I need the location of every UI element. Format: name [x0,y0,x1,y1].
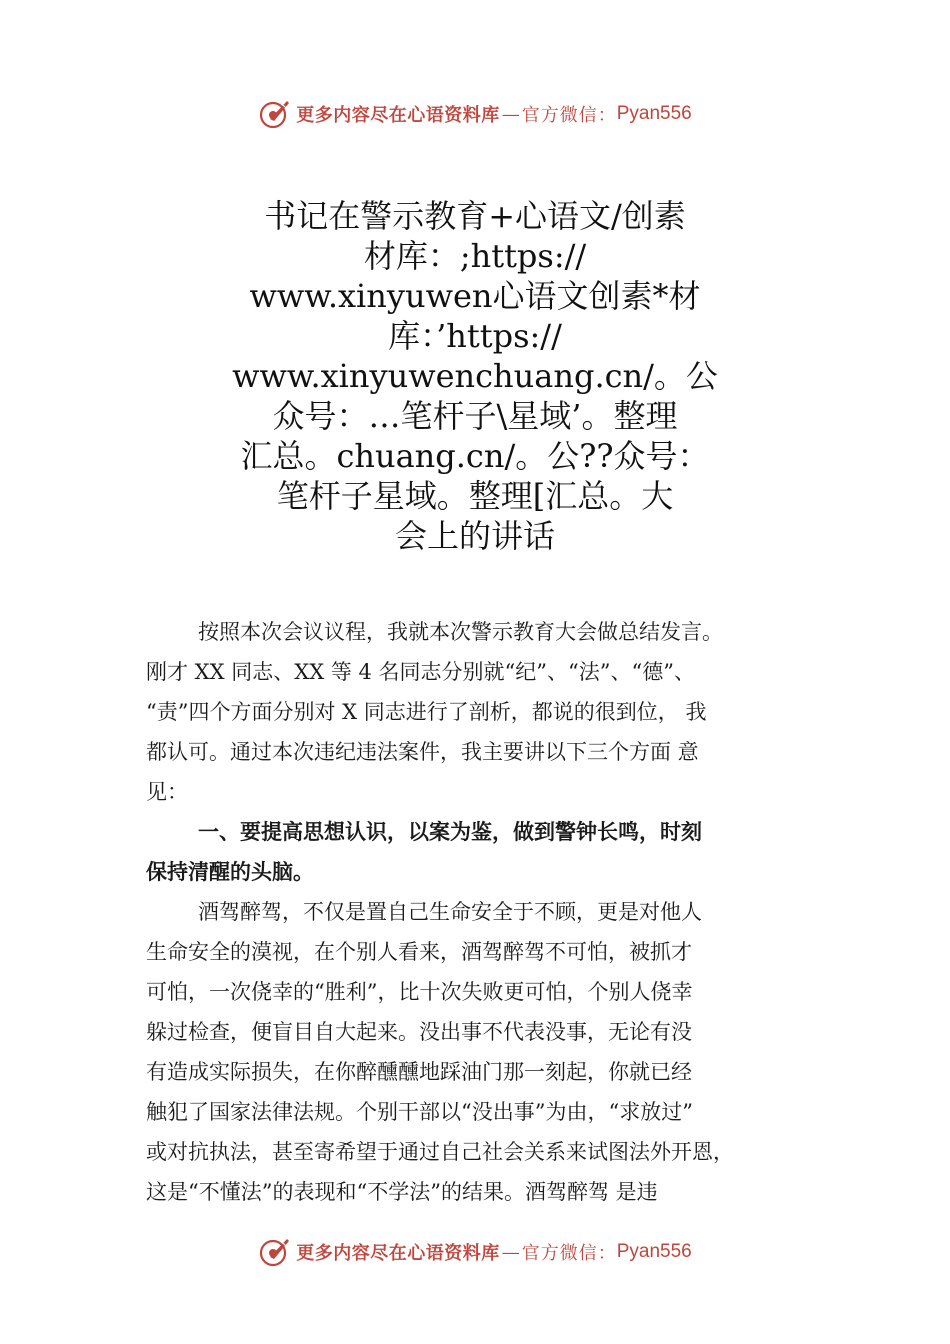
paragraph-line: 按照本次会议议程，我就本次警示教育大会做总结发言。 [198,620,723,644]
paragraph-line: 触犯了国家法律法规。个别干部以“没出事”为由，“求放过” [146,1100,693,1124]
footer-banner [0,1232,950,1272]
title-line: 会上的讲话 [394,517,555,555]
paragraph-line: 有造成实际损失，在你醉醺醺地踩油门那一刻起，你就已经 [146,1060,692,1084]
banner-account: Pyan556 [616,1241,692,1262]
paragraph-line: 可怕，一次侥幸的“胜利”，比十次失败更可怕，个别人侥幸 [146,980,693,1004]
heading-line: 保持清醒的头脑。 [146,860,314,884]
title-line: 材库：;https:// [363,237,587,275]
paragraph-line: 刚才 XX 同志、XX 等 4 名同志分别就“纪”、“法”、“德”、 [146,660,695,684]
paragraph-line: 见： [146,780,188,804]
banner-brand: 更多内容尽在心语资料库 [296,1243,500,1264]
paragraph-line: 躲过检查，便盲目自大起来。没出事不代表没事，无论有没 [146,1020,692,1044]
title-line: 库：’https:// [388,317,562,355]
paragraph-intro [146,612,822,812]
title-line: www.xinyuwenchuang.cn/。公 [232,357,718,395]
quill-pen-seal-icon [258,1235,292,1269]
paragraph-line: 酒驾醉驾，不仅是置自己生命安全于不顾，更是对他人 [198,900,702,924]
heading-line: 一、要提高思想认识，以案为鉴，做到警钟长鸣，时刻 [198,820,702,844]
title-line: 书记在警示教育+心语文/创素 [264,197,686,235]
banner-wechat-label: 官方微信： [521,1243,617,1264]
banner-separator: — [501,1241,520,1263]
header-banner [0,94,950,134]
quill-pen-seal-icon [258,97,292,131]
title-line: 众号：…笔杆子\星域’。整理 [272,397,678,435]
paragraph-line: 或对抗执法，甚至寄希望于通过自己社会关系来试图法外开恩， [146,1140,734,1164]
banner-brand: 更多内容尽在心语资料库 [296,105,500,126]
paragraph-line: 都认可。通过本次违纪违法案件，我主要讲以下三个方面 意 [146,740,699,764]
paragraph-line: 生命安全的漠视，在个别人看来，酒驾醉驾不可怕，被抓才 [146,940,692,964]
section-heading-1 [146,812,822,892]
banner-separator: — [501,103,520,125]
title-line: 笔杆子星域。整理[汇总。大 [276,477,674,515]
document-title [230,196,720,556]
document-body [146,612,822,1212]
banner-account: Pyan556 [616,103,692,124]
banner-wechat-label: 官方微信： [521,105,617,126]
paragraph-drunk-driving [146,892,822,1212]
title-line: www.xinyuwen心语文创素*材 [249,277,701,315]
paragraph-line: “责”四个方面分别对 X 同志进行了剖析，都说的很到位， 我 [146,700,707,724]
paragraph-line: 这是“不懂法”的表现和“不学法”的结果。酒驾醉驾 是违 [146,1180,658,1204]
title-line: 汇总。chuang.cn/。公??众号： [240,437,710,475]
